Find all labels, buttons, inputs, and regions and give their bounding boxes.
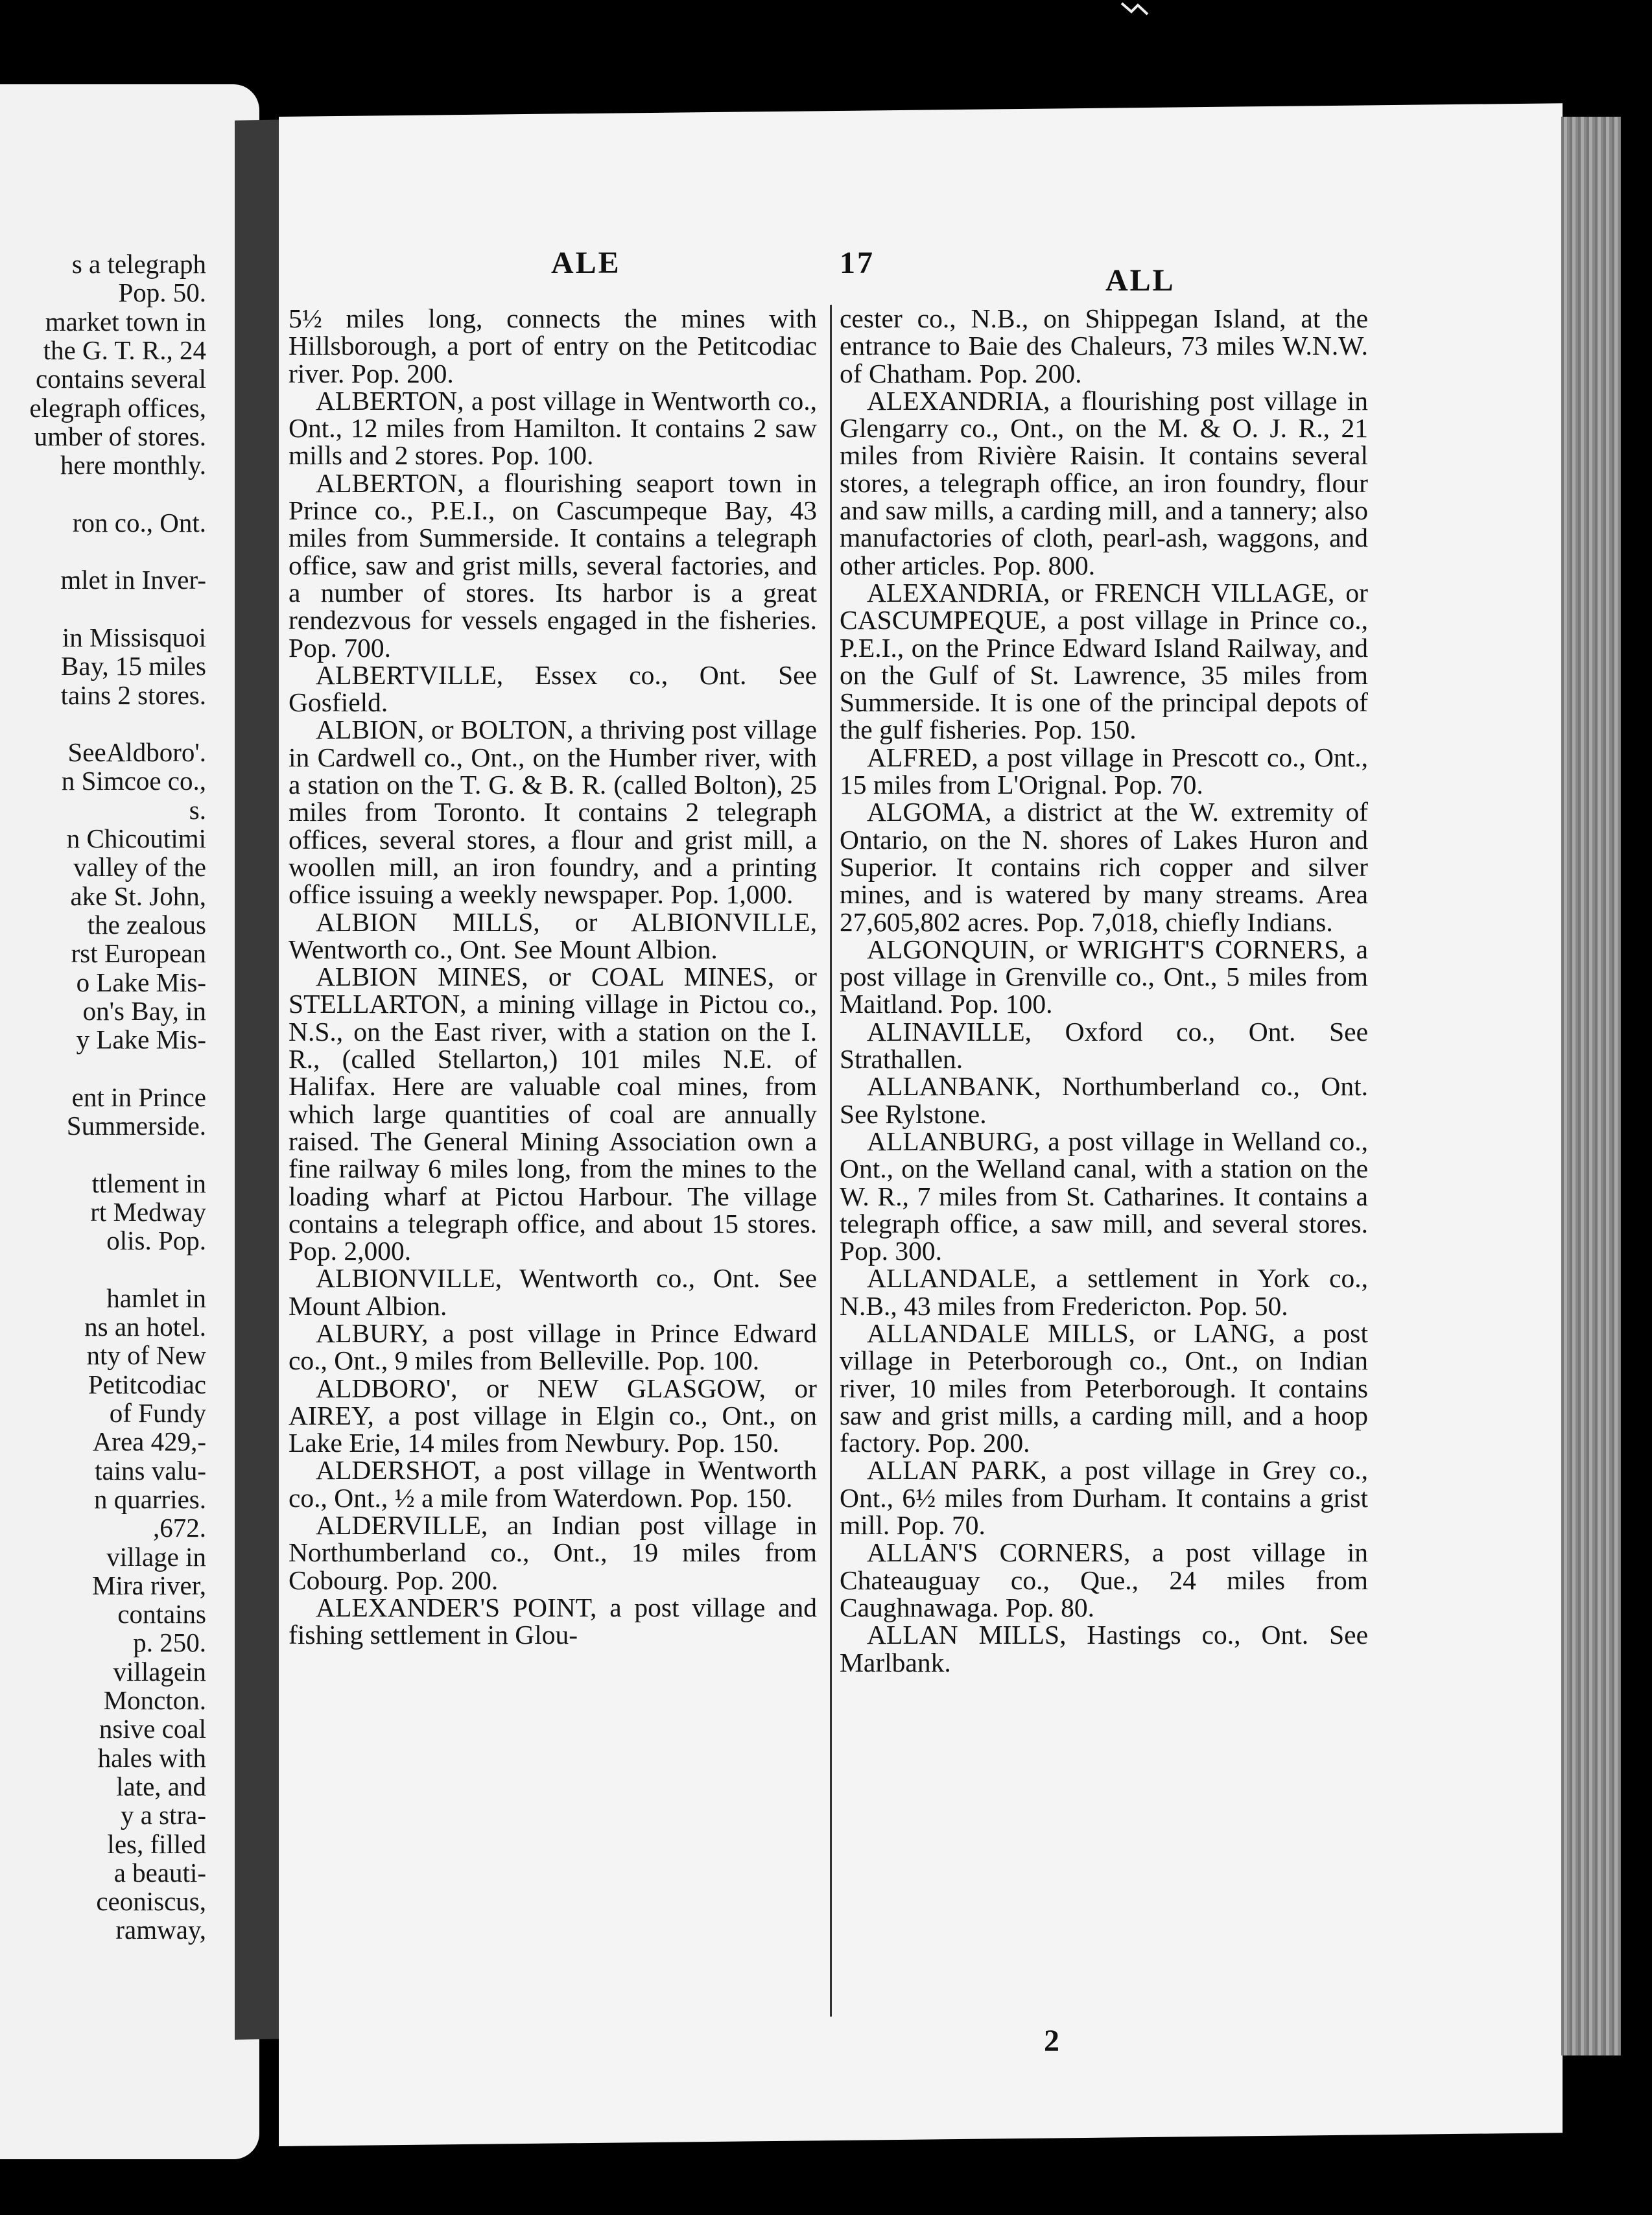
facing-page-line: nty of New — [86, 1340, 206, 1371]
facing-page-line: s a telegraph — [71, 249, 206, 279]
facing-page-line: nsive coal — [99, 1714, 206, 1744]
facing-page-line: p. 250. — [133, 1628, 206, 1658]
gazetteer-entry: ALBIONVILLE, Wentworth co., Ont. See Mount Albion. — [289, 1263, 817, 1321]
facing-page-line: ,672. — [153, 1513, 206, 1543]
facing-page-line: n Chicoutimi — [66, 823, 206, 853]
facing-page-line: Pop. 50. — [118, 278, 206, 308]
signature-mark: 2 — [1044, 2024, 1059, 2058]
facing-page-line: the zealous — [87, 909, 206, 940]
gazetteer-entry: ALINAVILLE, Oxford co., Ont. See Strathallen. — [840, 1016, 1368, 1074]
facing-page-line: late, and — [116, 1771, 206, 1801]
gazetteer-entry: ALBERTON, a flourishing seaport town in Prince co., P.E.I., on Cascumpeque Bay, 43 miles from Summerside. It contains a telegraph office, saw and grist mills, several factories, and a number of stores. Its harbor is a great rendezvous for vessels engaged in the fisheries. Pop. 700. — [289, 468, 817, 663]
facing-page-line: olis. Pop. — [106, 1226, 206, 1256]
column-right — [840, 305, 1368, 1676]
facing-page-line: o Lake Mis- — [76, 967, 206, 997]
facing-page-line: y Lake Mis- — [76, 1025, 206, 1055]
page-edges — [1561, 117, 1621, 2055]
facing-page-line: a beauti- — [113, 1857, 206, 1888]
facing-page-line: on's Bay, in — [82, 995, 206, 1026]
facing-page-line: s. — [189, 794, 206, 825]
facing-page-line: rt Medway — [90, 1196, 206, 1227]
page-number: 17 — [840, 246, 875, 280]
guide-word-right: ALL — [1105, 263, 1175, 298]
facing-page-line: rst European — [71, 938, 206, 969]
entry-continuation: 5½ miles long, connects the mines with Hillsborough, a port of entry on the Petitcodiac river. Pop. 200. — [289, 303, 817, 388]
gazetteer-entry: ALLANBANK, Northumberland co., Ont. See Rylstone. — [840, 1071, 1368, 1129]
facing-page-line: here monthly. — [60, 450, 206, 480]
facing-page-line: n quarries. — [93, 1484, 206, 1514]
facing-page-line: Bay, 15 miles — [61, 651, 206, 681]
column-divider — [830, 305, 832, 2017]
gazetteer-entry: ALBION, or BOLTON, a thriving post village in Cardwell co., Ont., on the Humber river, with a station on the T. G. & B. R. (called Bolton), 25 miles from Toronto. It contains 2 telegraph offices, several stores, a flour and grist mill, a woollen mill, an iron foundry, and a printing office issuing a weekly newspaper. Pop. 1,000. — [289, 715, 817, 910]
facing-page-line: ron co., Ont. — [72, 507, 206, 538]
gazetteer-entry: ALBION MILLS, or ALBIONVILLE, Wentworth co., Ont. See Mount Albion. — [289, 906, 817, 964]
gazetteer-entry: ALLAN MILLS, Hastings co., Ont. See Marlbank. — [840, 1620, 1368, 1677]
gazetteer-entry: ALBERTVILLE, Essex co., Ont. See Gosfield. — [289, 659, 817, 718]
facing-page-line: market town in — [45, 306, 206, 337]
facing-page-line: in Missisquoi — [62, 622, 206, 652]
facing-page-line: hamlet in — [106, 1283, 206, 1313]
facing-page-line: ceoniscus, — [96, 1886, 206, 1917]
scan-artifact-mark — [1109, 0, 1167, 19]
facing-page-line: village in — [106, 1541, 206, 1572]
gazetteer-entry: ALEXANDER'S POINT, a post village and fishing settlement in Glou- — [289, 1592, 817, 1650]
gazetteer-entry: ALBERTON, a post village in Wentworth co., Ont., 12 miles from Hamilton. It contains 2 saw mills and 2 stores. Pop. 100. — [289, 385, 817, 471]
facing-page-line: ns an hotel. — [84, 1312, 206, 1342]
facing-page-line: tains 2 stores. — [60, 680, 206, 710]
facing-page-line: ent in Prince — [71, 1082, 206, 1112]
gazetteer-entry: ALEXANDRIA, a flourishing post village in Glengarry co., Ont., on the M. & O. J. R., 21 miles from Rivière Raisin. It contains several stores, a telegraph office, an iron foundry, flour and saw mills, a carding mill, and a tannery; also manufactories of cloth, pearl-ash, waggons, and other articles. Pop. 800. — [840, 385, 1368, 580]
facing-page-line: ake St. John, — [70, 881, 206, 911]
facing-page-line: Area 429,- — [92, 1427, 206, 1457]
gazetteer-entry: ALLANBURG, a post village in Welland co., Ont., on the Welland canal, with a station on the W. R., 7 miles from St. Catharines. It contains a telegraph office, a saw mill, and several stores. Pop. 300. — [840, 1126, 1368, 1266]
facing-page-line: Mira river, — [92, 1570, 206, 1600]
facing-page-line: umber of stores. — [34, 421, 206, 451]
gazetteer-entry: ALBURY, a post village in Prince Edward co., Ont., 9 miles from Belleville. Pop. 100. — [289, 1318, 817, 1376]
gazetteer-entry: ALLAN PARK, a post village in Grey co., Ont., 6½ miles from Durham. It contains a grist mill. Pop. 70. — [840, 1455, 1368, 1541]
gazetteer-entry: ALDERVILLE, an Indian post village in Northumberland co., Ont., 19 miles from Cobourg. Pop. 200. — [289, 1510, 817, 1595]
facing-page-line: Moncton. — [103, 1685, 206, 1715]
facing-page-line: ramway, — [115, 1915, 206, 1945]
gazetteer-entry: ALLAN'S CORNERS, a post village in Chateauguay co., Que., 24 miles from Caughnawaga. Pop. 80. — [840, 1537, 1368, 1622]
gazetteer-entry: ALFRED, a post village in Prescott co., Ont., 15 miles from L'Orignal. Pop. 70. — [840, 742, 1368, 800]
gazetteer-entry: ALEXANDRIA, or FRENCH VILLAGE, or CASCUMPEQUE, a post village in Prince co., P.E.I., on the Prince Edward Island Railway, and on the Gulf of St. Lawrence, 35 miles from Summerside. It is one of the principal depots of the gulf fisheries. Pop. 150. — [840, 577, 1368, 745]
facing-page-line: elegraph offices, — [29, 392, 206, 423]
facing-page-line: les, filled — [107, 1829, 206, 1859]
column-left — [289, 305, 817, 1649]
gazetteer-entry: ALLANDALE, a settlement in York co., N.B., 43 miles from Fredericton. Pop. 50. — [840, 1263, 1368, 1321]
gazetteer-entry: ALDBORO', or NEW GLASGOW, or AIREY, a post village in Elgin co., Ont., on Lake Erie, 14 miles from Newbury. Pop. 150. — [289, 1373, 817, 1458]
gazetteer-entry: ALLANDALE MILLS, or LANG, a post village in Peterborough co., Ont., on Indian river, 10 miles from Peterborough. It contains saw and grist mills, a carding mill, and a hoop factory. Pop. 200. — [840, 1318, 1368, 1458]
facing-page-line: villagein — [113, 1656, 206, 1687]
facing-page-line: the G. T. R., 24 — [43, 335, 206, 365]
facing-page-line: SeeAldboro'. — [67, 737, 206, 768]
entry-continuation: cester co., N.B., on Shippegan Island, at the entrance to Baie des Chaleurs, 73 miles W.N.W. of Chatham. Pop. 200. — [840, 303, 1368, 388]
gazetteer-entry: ALGONQUIN, or WRIGHT'S CORNERS, a post village in Grenville co., Ont., 5 miles from Maitland. Pop. 100. — [840, 934, 1368, 1019]
facing-page-line: Summerside. — [66, 1111, 206, 1141]
gazetteer-entry: ALBION MINES, or COAL MINES, or STELLARTON, a mining village in Pictou co., N.S., on the East river, with a station on the I. R., (called Stellarton,) 101 miles N.E. of Halifax. Here are valuable coal mines, from which large quantities of coal are annually raised. The General Mining Association own a fine railway 6 miles long, from the mines to the loading wharf at Pictou Harbour. The village contains a telegraph office, and about 15 stores. Pop. 2,000. — [289, 962, 817, 1266]
gazetteer-entry: ALDERSHOT, a post village in Wentworth co., Ont., ½ a mile from Waterdown. Pop. 150. — [289, 1455, 817, 1513]
facing-page-line: hales with — [97, 1742, 206, 1773]
facing-page-line: contains several — [36, 364, 206, 394]
facing-page-line: tains valu- — [95, 1455, 206, 1486]
gazetteer-entry: ALGOMA, a district at the W. extremity of Ontario, on the N. shores of Lakes Huron and Superior. It contains rich copper and silver mines, and is watered by many streams. Area 27,605,802 acres. Pop. 7,018, chiefly Indians. — [840, 797, 1368, 937]
facing-page-line: of Fundy — [109, 1398, 206, 1428]
facing-page-line: mlet in Inver- — [60, 565, 206, 595]
facing-page-line: Petitcodiac — [88, 1369, 206, 1399]
facing-page-line: contains — [117, 1599, 206, 1629]
facing-page-line: n Simcoe co., — [61, 766, 206, 796]
facing-page-line: ttlement in — [91, 1168, 206, 1198]
guide-word-left: ALE — [551, 246, 621, 280]
facing-page-line: y a stra- — [120, 1800, 206, 1830]
facing-page-line: valley of the — [73, 852, 206, 882]
